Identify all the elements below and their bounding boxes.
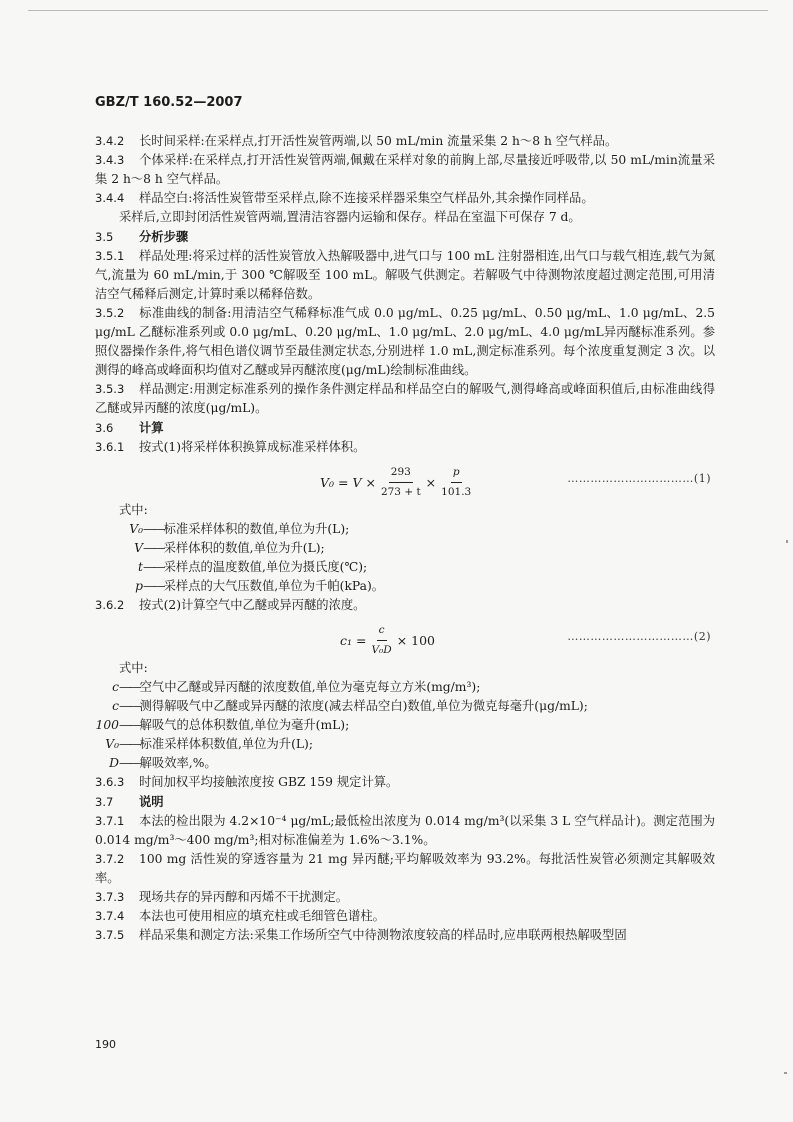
formula (340, 621, 435, 660)
definition-dash: —— (143, 579, 164, 593)
fraction-denominator: V₀D (371, 644, 392, 656)
clause-paragraph (95, 189, 715, 208)
clause-paragraph (95, 888, 715, 907)
clause-paragraph (95, 926, 715, 945)
paragraph-text: 采样后,立即封闭活性炭管两端,置清洁容器内运输和保存。样品在室温下可保存 7 d。 (119, 210, 581, 224)
clause-text: 个体采样:在采样点,打开活性炭管两端,佩戴在采样对象的前胸上部,尽量接近呼吸带,以 50 mL/min流量采集 2 h～8 h 空气样品。 (95, 153, 715, 186)
fraction (379, 463, 423, 502)
clause-number: 3.7.4 (95, 909, 125, 923)
definition-text: 测得解吸气中乙醚或异丙醚的浓度(减去样品空白)数值,单位为微克每毫升(μg/mL); (139, 699, 588, 713)
clause-paragraph (95, 596, 715, 615)
equation-number: ……………………………(1) (567, 472, 711, 485)
top-rule (28, 10, 768, 11)
times-sign: × (425, 475, 437, 490)
definition-dash: —— (119, 699, 140, 713)
clause-text: 样品采集和测定方法:采集工作场所空气中待测物浓度较高的样品时,应串联两根热解吸型固 (139, 928, 627, 942)
definition-text: 解吸气的总体积数值,单位为毫升(mL); (139, 718, 350, 732)
clause-text: 按式(1)将采样体积换算成标准采样体积。 (139, 440, 366, 454)
clause-number: 3.5.1 (95, 249, 125, 263)
clause-text: 时间加权平均接触浓度按 GBZ 159 规定计算。 (139, 775, 399, 789)
definition-text: 采样体积的数值,单位为升(L); (163, 541, 325, 555)
clause-paragraph (95, 850, 715, 888)
clause-text: 样品测定:用测定标准系列的操作条件测定样品和样品空白的解吸气,测得峰高或峰面积值后,由标准曲线得乙醚或异丙醚的浓度(μg/mL)。 (95, 382, 715, 415)
standard-id: GBZ/T 160.52—2007 (95, 95, 243, 110)
clause-paragraph (95, 247, 715, 304)
fraction-numerator: 293 (389, 463, 413, 483)
equation-number: ……………………………(2) (567, 630, 711, 643)
variable-symbol: c (112, 680, 119, 694)
clause-text: 本法也可使用相应的填充柱或毛细管色谱柱。 (139, 909, 385, 923)
section-heading (95, 419, 715, 438)
variable-symbol: V (134, 541, 143, 555)
clause-number: 3.7.2 (95, 852, 125, 866)
fraction-numerator: p (451, 463, 462, 483)
scan-speck (784, 1072, 787, 1074)
variable-symbol: t (138, 560, 143, 574)
heading-text: 说明 (139, 795, 164, 809)
clause-number: 3.7.3 (95, 890, 125, 904)
fraction (439, 463, 473, 502)
clause-number: 3.7.5 (95, 928, 125, 942)
definition-dash: —— (119, 718, 140, 732)
clause-number: 3.4.2 (95, 134, 125, 148)
heading-text: 计算 (139, 421, 164, 435)
clause-text: 现场共存的异丙醇和丙烯不干扰测定。 (139, 890, 349, 904)
clause-number: 3.5.2 (95, 306, 125, 320)
variable-symbol: V₀ (105, 737, 119, 751)
definition-text: 采样点的温度数值,单位为摄氏度(℃); (163, 560, 368, 574)
clause-number: 3.4.3 (95, 153, 125, 167)
formula-rest: × 100 (396, 633, 435, 648)
clause-text: 100 mg 活性炭的穿透容量为 21 mg 异丙醚;平均解吸效率为 93.2%。每批活性炭管必须测定其解吸效率。 (95, 852, 715, 885)
heading-text: 分析步骤 (139, 230, 189, 244)
document-body (95, 132, 715, 945)
definition-dash: —— (119, 680, 140, 694)
fraction-numerator: c (377, 621, 387, 641)
clause-paragraph (95, 132, 715, 151)
definition-dash: —— (143, 541, 164, 555)
definition-dash: —— (119, 737, 140, 751)
variable-symbol: 100 (95, 718, 119, 732)
clause-number: 3.5 (95, 230, 114, 244)
variable-definition (87, 558, 715, 577)
clause-paragraph (95, 151, 715, 189)
clause-number: 3.6.2 (95, 598, 125, 612)
definition-text: 空气中乙醚或异丙醚的浓度数值,单位为毫克每立方米(mg/m³); (139, 680, 481, 694)
variable-symbol: V₀ (129, 522, 143, 536)
equation-2 (95, 615, 715, 659)
definition-text: 解吸效率,%。 (139, 756, 217, 770)
scan-speck (786, 540, 788, 543)
variable-definition (79, 754, 715, 773)
clause-text: 本法的检出限为 4.2×10⁻⁴ μg/mL;最低检出浓度为 0.014 mg/m³(以采集 3 L 空气样品计)。测定范围为 0.014 mg/m³～400 mg/m³;相对标准偏差为 1.6%～3.1%。 (95, 814, 715, 847)
where-label: 式中: (119, 661, 148, 675)
definition-text: 标准采样体积数值,单位为升(L); (139, 737, 313, 751)
clause-number: 3.7 (95, 795, 114, 809)
variable-definition (87, 577, 715, 596)
variable-definition (79, 697, 715, 716)
definition-dash: —— (119, 756, 140, 770)
formula-lhs: V₀ = V × (320, 475, 376, 490)
clause-text: 标准曲线的制备:用清洁空气稀释标准气成 0.0 μg/mL、0.25 μg/mL、0.50 μg/mL、1.0 μg/mL、2.5 μg/mL 乙醚标准系列或 0.0 μg/mL、0.20 μg/mL、1.0 μg/mL、2.0 μg/mL、4.0 μg/mL异丙醚标准系列。参照仪器操作条件,将气相色谱仪调节至最佳测定状态,分别进样 1.0 mL,测定标准系列。每个浓度重复测定 3 次。以测得的峰高或峰面积均值对乙醚或异丙醚浓度(μg/mL)绘制标准曲线。 (95, 306, 715, 377)
where-label: 式中: (119, 503, 148, 517)
variable-symbol: c (112, 699, 119, 713)
variable-definition (79, 735, 715, 754)
definition-text: 采样点的大气压数值,单位为千帕(kPa)。 (163, 579, 385, 593)
clause-number: 3.4.4 (95, 191, 125, 205)
fraction-denominator: 273 + t (380, 486, 421, 498)
clause-number: 3.6.3 (95, 775, 125, 789)
clause-paragraph (95, 907, 715, 926)
clause-text: 样品空白:将活性炭管带至采样点,除不连接采样器采集空气样品外,其余操作同样品。 (139, 191, 594, 205)
clause-paragraph (95, 773, 715, 792)
definition-dash: —— (143, 522, 164, 536)
variable-symbol: D (109, 756, 119, 770)
formula (320, 463, 473, 502)
clause-number: 3.6 (95, 421, 114, 435)
definition-dash: —— (143, 560, 164, 574)
clause-text: 样品处理:将采过样的活性炭管放入热解吸器中,进气口与 100 mL 注射器相连,出气口与载气相连,载气为氮气,流量为 60 mL/min,于 300 ℃解吸至 100 mL。解吸气供测定。若解吸气中待测物浓度超过测定范围,可用清洁空气稀释后测定,计算时乘以稀释倍数。 (95, 249, 715, 301)
variable-definition (79, 678, 715, 697)
page-number: 190 (95, 1038, 116, 1051)
fraction-denominator: 101.3 (441, 486, 472, 498)
clause-paragraph (95, 304, 715, 380)
formula-lhs: c₁ = (340, 633, 367, 648)
clause-paragraph (95, 380, 715, 418)
section-heading (95, 228, 715, 247)
section-heading (95, 793, 715, 812)
fraction (369, 621, 393, 660)
variable-definition (87, 520, 715, 539)
variable-definition (87, 539, 715, 558)
equation-1 (95, 457, 715, 501)
clause-paragraph (95, 812, 715, 850)
definition-text: 标准采样体积的数值,单位为升(L); (163, 522, 350, 536)
clause-paragraph (95, 438, 715, 457)
clause-number: 3.6.1 (95, 440, 125, 454)
clause-number: 3.7.1 (95, 814, 125, 828)
variable-definition (79, 716, 715, 735)
clause-number: 3.5.3 (95, 382, 125, 396)
clause-text: 按式(2)计算空气中乙醚或异丙醚的浓度。 (139, 598, 366, 612)
clause-text: 长时间采样:在采样点,打开活性炭管两端,以 50 mL/min 流量采集 2 h～8 h 空气样品。 (139, 134, 618, 148)
variable-symbol: p (135, 579, 143, 593)
